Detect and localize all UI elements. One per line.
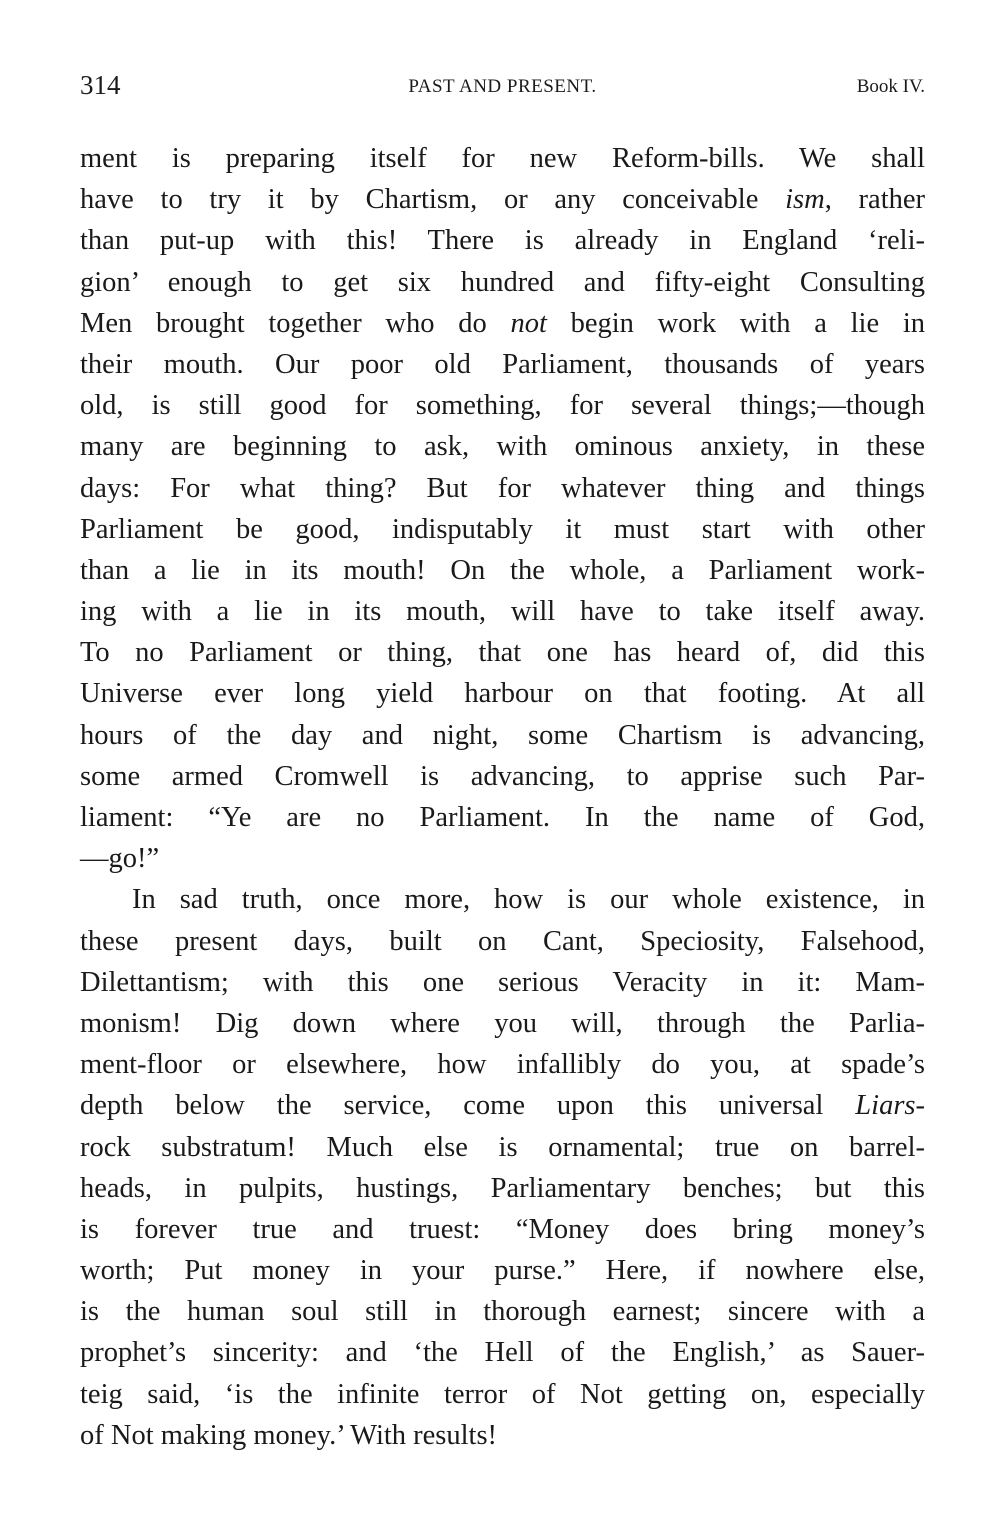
italic-run: Liars- — [855, 1090, 925, 1122]
text-line: ment is preparing itself for new Reform-bills. We shall — [80, 143, 925, 174]
text-line: In sad truth, once more, how is our whole existence, in — [132, 884, 925, 916]
text-line: of Not making money.’ With results! — [80, 1419, 498, 1451]
italic-run: not — [510, 307, 547, 339]
text-line: gion’ enough to get six hundred and fifty-eight Consulting — [80, 266, 925, 298]
text-line: teig said, ‘is the infinite terror of Not getting on, especially — [80, 1378, 925, 1410]
paragraph-1 — [80, 138, 925, 879]
text-run: depth below the service, come upon this universal — [80, 1090, 856, 1122]
paragraph-2 — [80, 879, 925, 1456]
text-line: is forever true and truest: “Money does bring money’s — [80, 1213, 925, 1245]
book-part: Book IV. — [856, 76, 925, 97]
text-line: To no Parliament or thing, that one has heard of, did this — [80, 637, 925, 669]
text-line: heads, in pulpits, hustings, Parliamentary benches; but this — [80, 1172, 925, 1204]
text-run: Men brought together who do — [80, 307, 511, 339]
text-line: their mouth. Our poor old Parliament, thousands of years — [80, 348, 925, 380]
text-line — [80, 179, 925, 220]
text-line: Universe ever long yield harbour on that footing. At all — [80, 678, 925, 710]
text-line: Dilettantism; with this one serious Veracity in it: Mam- — [80, 966, 925, 998]
text-line: these present days, built on Cant, Speciosity, Falsehood, — [80, 925, 925, 957]
text-run: have to try it by Chartism, or any conceivable — [80, 184, 786, 216]
text-line: rock substratum! Much else is ornamental; true on barrel- — [80, 1131, 925, 1163]
text-line: than put-up with this! There is already in England ‘reli- — [80, 225, 925, 257]
text-run: begin work with a lie in — [546, 307, 926, 339]
body-text — [80, 138, 925, 1456]
book-title: PAST AND PRESENT. — [408, 76, 597, 97]
text-line: monism! Dig down where you will, through the Parlia- — [80, 1007, 925, 1039]
text-line: many are beginning to ask, with ominous anxiety, in these — [80, 431, 925, 463]
text-line: old, is still good for something, for several things;—though — [80, 390, 925, 422]
text-line: is the human soul still in thorough earnest; sincere with a — [80, 1296, 925, 1328]
text-line: liament: “Ye are no Parliament. In the name of God, — [80, 802, 925, 833]
text-line — [80, 1085, 925, 1126]
text-line: than a lie in its mouth! On the whole, a Parliament work- — [80, 554, 925, 586]
running-head — [80, 70, 925, 110]
text-line: Parliament be good, indisputably it must start with other — [80, 513, 925, 545]
page-number: 314 — [80, 70, 121, 100]
text-run: , rather — [824, 184, 926, 216]
text-line: ment-floor or elsewhere, how infallibly do you, at spade’s — [80, 1049, 925, 1081]
italic-run: ism — [785, 184, 825, 216]
text-line: worth; Put money in your purse.” Here, if nowhere else, — [80, 1255, 925, 1287]
text-line: —go!” — [80, 843, 160, 875]
text-line: some armed Cromwell is advancing, to apprise such Par- — [80, 760, 925, 792]
text-line: hours of the day and night, some Chartism is advancing, — [80, 719, 925, 751]
book-page — [80, 70, 925, 1456]
text-line — [80, 303, 925, 344]
text-line: prophet’s sincerity: and ‘the Hell of the English,’ as Sauer- — [80, 1337, 925, 1369]
text-line: days: For what thing? But for whatever thing and things — [80, 472, 925, 504]
text-line: ing with a lie in its mouth, will have to take itself away. — [80, 596, 925, 628]
